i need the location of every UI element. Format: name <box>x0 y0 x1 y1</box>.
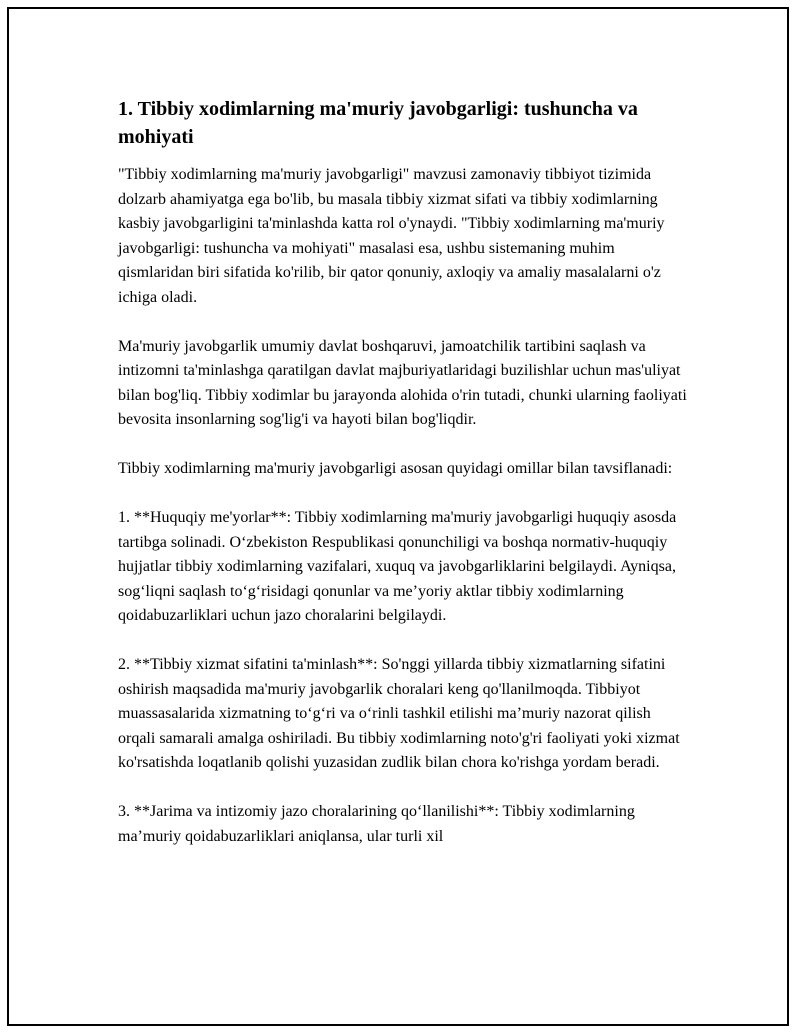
paragraph-factors-lead: Tibbiy xodimlarning ma'muriy javobgarligi asosan quyidagi omillar bilan tavsiflanadi: <box>118 460 673 477</box>
paragraph-intro: "Tibbiy xodimlarning ma'muriy javobgarligi" mavzusi zamonaviy tibbiyot tizimida dolzarb ahamiyatga ega bo'lib, bu masala tibbiy xizmat sifati va tibbiy xodimlarning kasbiy javobgarligini ta'minlashda katta rol o'ynaydi. "Tibbiy xodimlarning ma'muriy javobgarligi: tushuncha va mohiyati" masalasi esa, ushbu sistemaning muhim qismlaridan biri sifatida ko'rilib, bir qator qonuniy, axloqiy va amaliy masalalarni o'z ichiga oladi. <box>118 166 665 306</box>
list-item-service-quality: 2. **Tibbiy xizmat sifatini ta'minlash**: So'nggi yillarda tibbiy xizmatlarning sifatini oshirish maqsadida ma'muriy javobgarlik choralari keng qo'llanilmoqda. Tibbiyot muassasalarida xizmatning to‘g‘ri va o‘rinli tashkil etilishi ma’muriy nazorat qilish orqali samarali amalga oshiriladi. Bu tibbiy xodimlarning noto'g'ri faoliyati yoki xizmat ko'rsatishda loqatlanib qolishi yuzasidan zudlik bilan chora ko'rishga yordam beradi. <box>118 656 680 771</box>
list-item-penalties: 3. **Jarima va intizomiy jazo choralarining qo‘llanilishi**: Tibbiy xodimlarning ma’muriy qoidabuzarliklari aniqlansa, ular turli xil <box>118 803 635 845</box>
section-heading: 1. Tibbiy xodimlarning ma'muriy javobgarligi: tushuncha va mohiyati <box>118 98 638 148</box>
list-item-legal-norms: 1. **Huquqiy me'yorlar**: Tibbiy xodimlarning ma'muriy javobgarligi huquqiy asosda tartibga solinadi. O‘zbekiston Respublikasi qonunchiligi va boshqa normativ-huquqiy hujjatlar tibbiy xodimlarning vazifalari, xuquq va javobgarliklarini belgilaydi. Ayniqsa, sog‘liqni saqlash to‘g‘risidagi qonunlar va me’yoriy aktlar tibbiy xodimlarning qoidabuzarliklari uchun jazo choralarini belgilaydi. <box>118 509 677 624</box>
document-body <box>118 95 688 874</box>
paragraph-definition: Ma'muriy javobgarlik umumiy davlat boshqaruvi, jamoatchilik tartibini saqlash va intizomni ta'minlashga qaratilgan davlat majburiyatlaridagi buzilishlar uchun mas'uliyat bilan bog'liq. Tibbiy xodimlar bu jarayonda alohida o'rin tutadi, chunki ularning faoliyati bevosita insonlarning sog'lig'i va hayoti bilan bog'liqdir. <box>118 337 687 428</box>
